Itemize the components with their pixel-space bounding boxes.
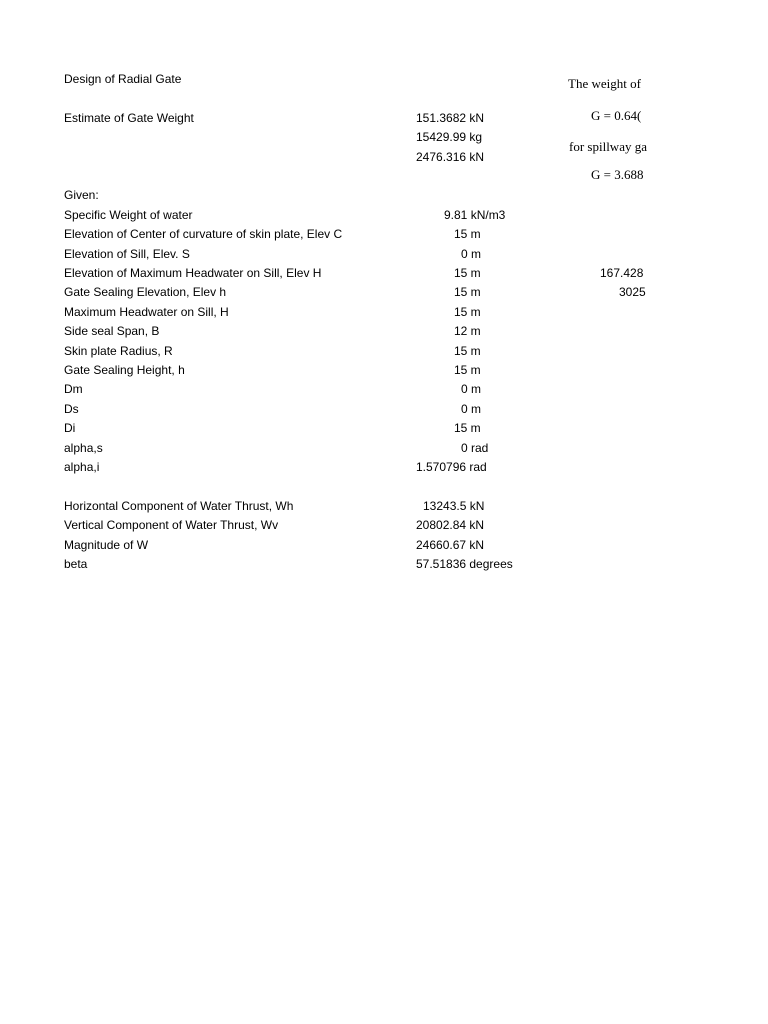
given-label: alpha,i xyxy=(64,460,100,474)
given-label: Gate Sealing Height, h xyxy=(64,363,185,377)
result-label: beta xyxy=(64,557,88,571)
result-label: Magnitude of W xyxy=(64,538,149,552)
side-value: 167.428 xyxy=(600,266,644,280)
gate-weight-label: Estimate of Gate Weight xyxy=(64,111,194,125)
given-label: Maximum Headwater on Sill, H xyxy=(64,305,229,319)
given-label: alpha,s xyxy=(64,441,103,455)
result-label: Vertical Component of Water Thrust, Wv xyxy=(64,518,279,532)
given-value: 0 m xyxy=(461,402,482,416)
formula-note-line: G = 3.688 xyxy=(591,167,644,182)
given-value: 0 m xyxy=(461,382,482,396)
given-label: Gate Sealing Elevation, Elev h xyxy=(64,285,227,299)
formula-note-line: The weight of xyxy=(568,76,641,91)
given-value: 15 m xyxy=(454,363,481,377)
given-value: 15 m xyxy=(454,285,481,299)
given-label: Dm xyxy=(64,382,83,396)
page-title: Design of Radial Gate xyxy=(64,72,182,86)
given-label: Elevation of Center of curvature of skin plate, Elev C xyxy=(64,227,343,241)
result-value: 20802.84 kN xyxy=(416,518,485,532)
given-label: Ds xyxy=(64,402,79,416)
given-label: Side seal Span, B xyxy=(64,324,160,338)
given-value: 15 m xyxy=(454,227,481,241)
given-label: Elevation of Sill, Elev. S xyxy=(64,247,190,261)
given-value: 15 m xyxy=(454,305,481,319)
given-value: 12 m xyxy=(454,324,481,338)
given-label: Specific Weight of water xyxy=(64,208,193,222)
result-value: 57.51836 degrees xyxy=(416,557,513,571)
given-value: 9.81 kN/m3 xyxy=(444,208,506,222)
formula-note-line: for spillway ga xyxy=(569,139,647,154)
gate-weight-value-kg: 15429.99 kg xyxy=(416,130,483,144)
given-value: 1.570796 rad xyxy=(416,460,487,474)
gate-weight-value-alt: 2476.316 kN xyxy=(416,150,485,164)
result-label: Horizontal Component of Water Thrust, Wh xyxy=(64,499,294,513)
given-value: 15 m xyxy=(454,344,481,358)
given-value: 15 m xyxy=(454,266,481,280)
formula-note-line: G = 0.64( xyxy=(591,108,642,123)
given-label: Di xyxy=(64,421,76,435)
given-label: Skin plate Radius, R xyxy=(64,344,173,358)
result-value: 24660.67 kN xyxy=(416,538,485,552)
result-value: 13243.5 kN xyxy=(423,499,485,513)
given-header: Given: xyxy=(64,188,99,202)
given-label: Elevation of Maximum Headwater on Sill, Elev H xyxy=(64,266,322,280)
given-value: 15 m xyxy=(454,421,481,435)
given-value: 0 m xyxy=(461,247,482,261)
given-value: 0 rad xyxy=(461,441,489,455)
gate-weight-value-kn: 151.3682 kN xyxy=(416,111,485,125)
side-value: 3025 xyxy=(619,285,646,299)
